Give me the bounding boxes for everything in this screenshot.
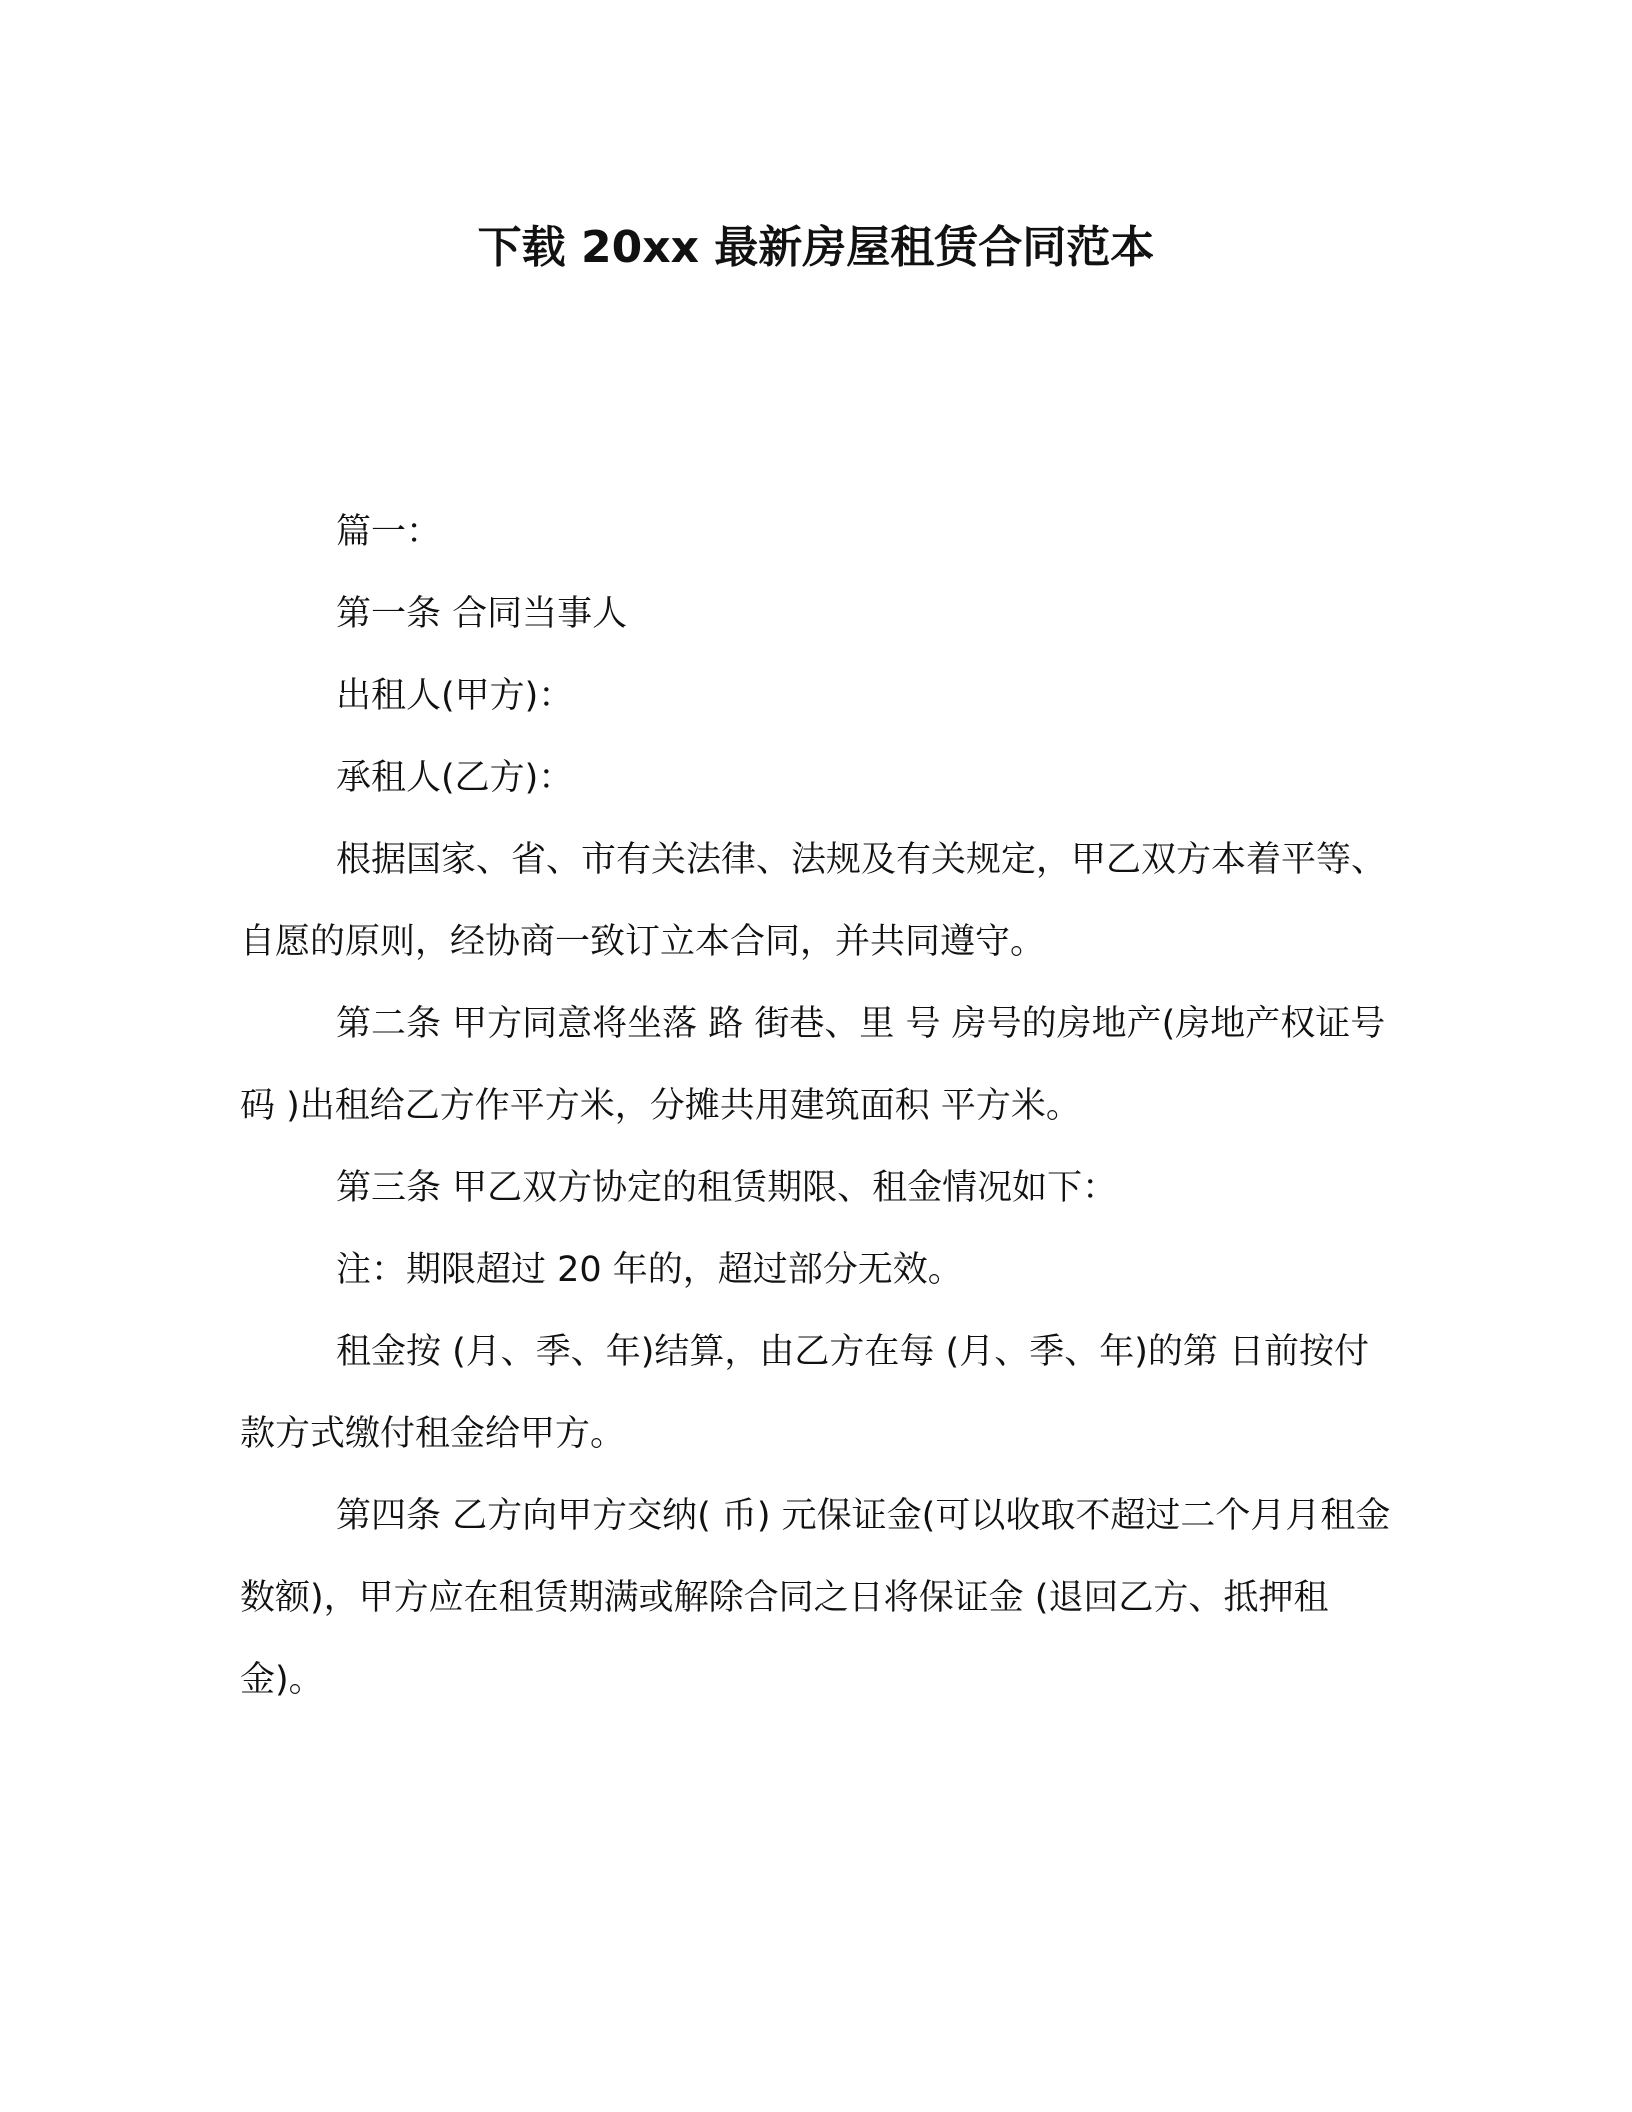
paragraph-lessee: 承租人(乙方)： <box>336 758 574 798</box>
paragraph-lessor: 出租人(甲方)： <box>336 676 574 716</box>
paragraph-article-3: 第三条 甲乙双方协定的租赁期限、租金情况如下： <box>336 1168 1118 1208</box>
paragraph-article-4: 第四条 乙方向甲方交纳( 币) 元保证金(可以收取不超过二个月月租金数额)，甲方应在租赁期满或解除合同之日将保证金 (退回乙方、抵押租金)。 <box>240 1496 1391 1700</box>
paragraph-preamble: 根据国家、省、市有关法律、法规及有关规定，甲乙双方本着平等、自愿的原则，经协商一致订立本合同，并共同遵守。 <box>240 840 1387 962</box>
paragraph-note: 注：期限超过 20 年的，超过部分无效。 <box>336 1250 963 1290</box>
paragraph-article-1: 第一条 合同当事人 <box>336 594 628 634</box>
paragraph-part-one: 篇一： <box>336 512 442 552</box>
document-body <box>240 491 1400 1721</box>
page-title: 下载 20xx 最新房屋租赁合同范本 <box>477 222 1155 273</box>
paragraph-rent-payment: 租金按 (月、季、年)结算，由乙方在每 (月、季、年)的第 日前按付款方式缴付租金给甲方。 <box>240 1332 1369 1454</box>
paragraph-article-2: 第二条 甲方同意将坐落 路 街巷、里 号 房号的房地产(房地产权证号码 )出租给乙方作平方米，分摊共用建筑面积 平方米。 <box>240 1004 1386 1126</box>
